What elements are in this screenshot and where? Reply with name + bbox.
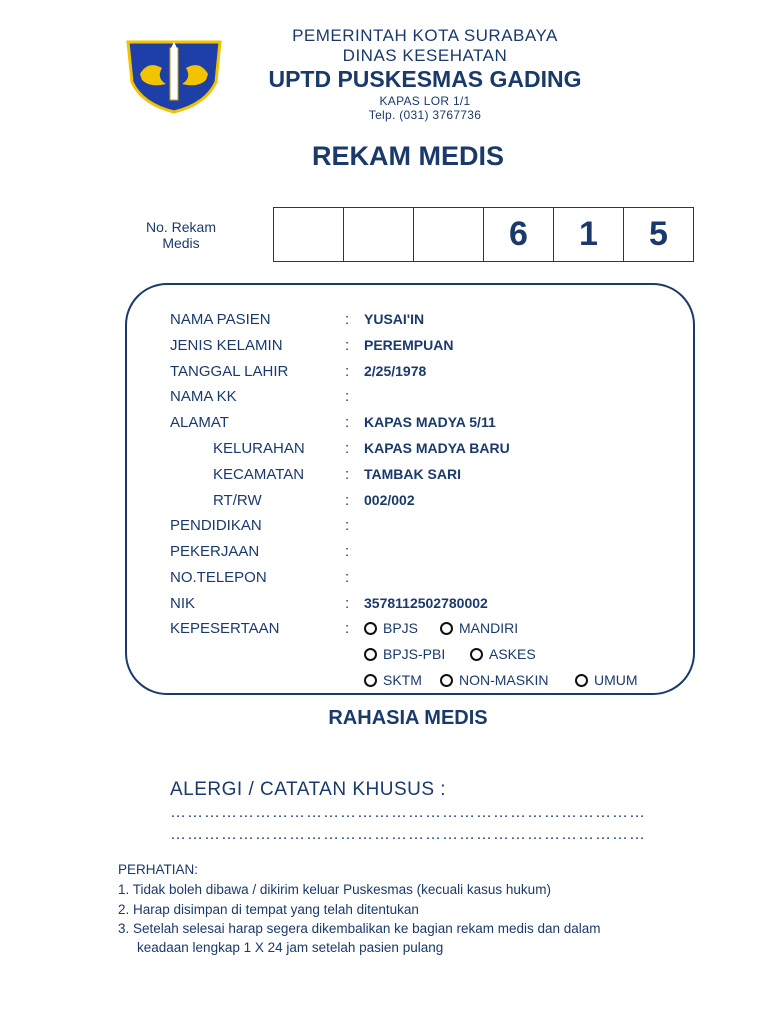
field-value: 002/002 bbox=[364, 492, 415, 508]
record-digit bbox=[414, 208, 484, 261]
field-value: TAMBAK SARI bbox=[364, 466, 461, 482]
record-digit: 5 bbox=[649, 215, 668, 253]
header-phone: Telp. (031) 3767736 bbox=[368, 108, 482, 122]
field-value: KAPAS MADYA BARU bbox=[364, 440, 510, 456]
allergy-line: ………………………………………………………………………… bbox=[170, 804, 646, 821]
option-label: SKTM bbox=[383, 672, 422, 688]
patient-field-row bbox=[0, 567, 768, 587]
field-label: NIK bbox=[170, 594, 196, 612]
record-digit bbox=[344, 208, 414, 261]
field-label: JENIS KELAMIN bbox=[170, 336, 283, 354]
radio-circle-icon[interactable] bbox=[364, 674, 377, 687]
radio-circle-icon[interactable] bbox=[470, 648, 483, 661]
field-value: KAPAS MADYA 5/11 bbox=[364, 414, 496, 430]
field-colon: : bbox=[345, 491, 350, 509]
patient-field-row bbox=[0, 309, 768, 329]
field-colon: : bbox=[345, 516, 350, 534]
field-colon: : bbox=[345, 568, 350, 586]
record-digit: 1 bbox=[554, 208, 624, 261]
patient-field-row bbox=[0, 412, 768, 432]
header-department: DINAS KESEHATAN bbox=[342, 46, 508, 65]
radio-circle-icon[interactable] bbox=[575, 674, 588, 687]
field-colon: : bbox=[345, 465, 350, 483]
option-bpjs[interactable] bbox=[364, 620, 418, 636]
header-address: KAPAS LOR 1/1 bbox=[379, 94, 471, 108]
radio-circle-icon[interactable] bbox=[440, 622, 453, 635]
option-umum[interactable] bbox=[575, 672, 638, 688]
patient-field-row bbox=[0, 438, 768, 458]
field-label: KELURAHAN bbox=[213, 439, 305, 457]
field-label: NAMA KK bbox=[170, 387, 237, 405]
field-colon: : bbox=[345, 439, 350, 457]
record-number-label: No. Rekam Medis bbox=[145, 219, 217, 251]
patient-field-row bbox=[0, 464, 768, 484]
field-colon: : bbox=[345, 387, 350, 405]
field-label: NAMA PASIEN bbox=[170, 310, 271, 328]
option-bpjs-pbi[interactable] bbox=[364, 646, 445, 662]
option-mandiri[interactable] bbox=[440, 620, 518, 636]
surabaya-emblem-icon bbox=[126, 38, 222, 114]
field-label: ALAMAT bbox=[170, 413, 229, 431]
field-label: TANGGAL LAHIR bbox=[170, 362, 289, 380]
patient-field-row bbox=[0, 515, 768, 535]
field-label: RT/RW bbox=[213, 491, 262, 509]
patient-field-row bbox=[0, 386, 768, 406]
patient-field-row bbox=[0, 593, 768, 613]
confidential-label: RAHASIA MEDIS bbox=[328, 707, 488, 729]
field-colon: : bbox=[345, 542, 350, 560]
field-label: PENDIDIKAN bbox=[170, 516, 262, 534]
record-number-boxes bbox=[273, 207, 694, 262]
field-label: KECAMATAN bbox=[213, 465, 305, 483]
field-colon: : bbox=[345, 336, 350, 354]
note-item: 3. Setelah selesai harap segera dikembalikan ke bagian rekam medis dan dalam bbox=[118, 921, 601, 936]
field-value: YUSAI'IN bbox=[364, 311, 425, 327]
header-puskesmas: UPTD PUSKESMAS GADING bbox=[268, 66, 582, 92]
option-sktm[interactable] bbox=[364, 672, 422, 688]
record-digit: 6 bbox=[484, 208, 554, 261]
field-colon: : bbox=[345, 619, 350, 637]
document-title: REKAM MEDIS bbox=[311, 141, 504, 171]
option-label: NON-MASKIN bbox=[459, 672, 549, 688]
field-colon: : bbox=[345, 310, 350, 328]
patient-field-row bbox=[0, 541, 768, 561]
radio-circle-icon[interactable] bbox=[364, 648, 377, 661]
header-government: PEMERINTAH KOTA SURABAYA bbox=[292, 26, 558, 45]
field-value: 2/25/1978 bbox=[364, 363, 427, 379]
option-askes[interactable] bbox=[470, 646, 536, 662]
radio-circle-icon[interactable] bbox=[440, 674, 453, 687]
patient-field-row bbox=[0, 361, 768, 381]
note-item: 2. Harap disimpan di tempat yang telah ditentukan bbox=[118, 902, 419, 917]
option-label: BPJS-PBI bbox=[383, 646, 446, 662]
option-label: BPJS bbox=[383, 620, 419, 636]
field-colon: : bbox=[345, 362, 350, 380]
record-digit bbox=[274, 208, 344, 261]
field-value: PEREMPUAN bbox=[364, 337, 454, 353]
note-item-continued: keadaan lengkap 1 X 24 jam setelah pasien pulang bbox=[137, 940, 444, 955]
option-label: MANDIRI bbox=[459, 620, 519, 636]
field-colon: : bbox=[345, 594, 350, 612]
option-non-maskin[interactable] bbox=[440, 672, 548, 688]
option-label: ASKES bbox=[489, 646, 536, 662]
allergy-label: ALERGI / CATATAN KHUSUS : bbox=[170, 779, 447, 800]
notes-title: PERHATIAN: bbox=[118, 862, 199, 877]
field-colon: : bbox=[345, 413, 350, 431]
patient-field-row bbox=[0, 335, 768, 355]
note-item: 1. Tidak boleh dibawa / dikirim keluar Puskesmas (kecuali kasus hukum) bbox=[118, 882, 551, 897]
membership-label: KEPESERTAAN bbox=[170, 619, 280, 637]
allergy-line: ………………………………………………………………………… bbox=[170, 826, 646, 843]
field-label: PEKERJAAN bbox=[170, 542, 260, 560]
patient-field-row bbox=[0, 490, 768, 510]
field-label: NO.TELEPON bbox=[170, 568, 267, 586]
field-value: 3578112502780002 bbox=[364, 595, 488, 611]
radio-circle-icon[interactable] bbox=[364, 622, 377, 635]
option-label: UMUM bbox=[594, 672, 638, 688]
